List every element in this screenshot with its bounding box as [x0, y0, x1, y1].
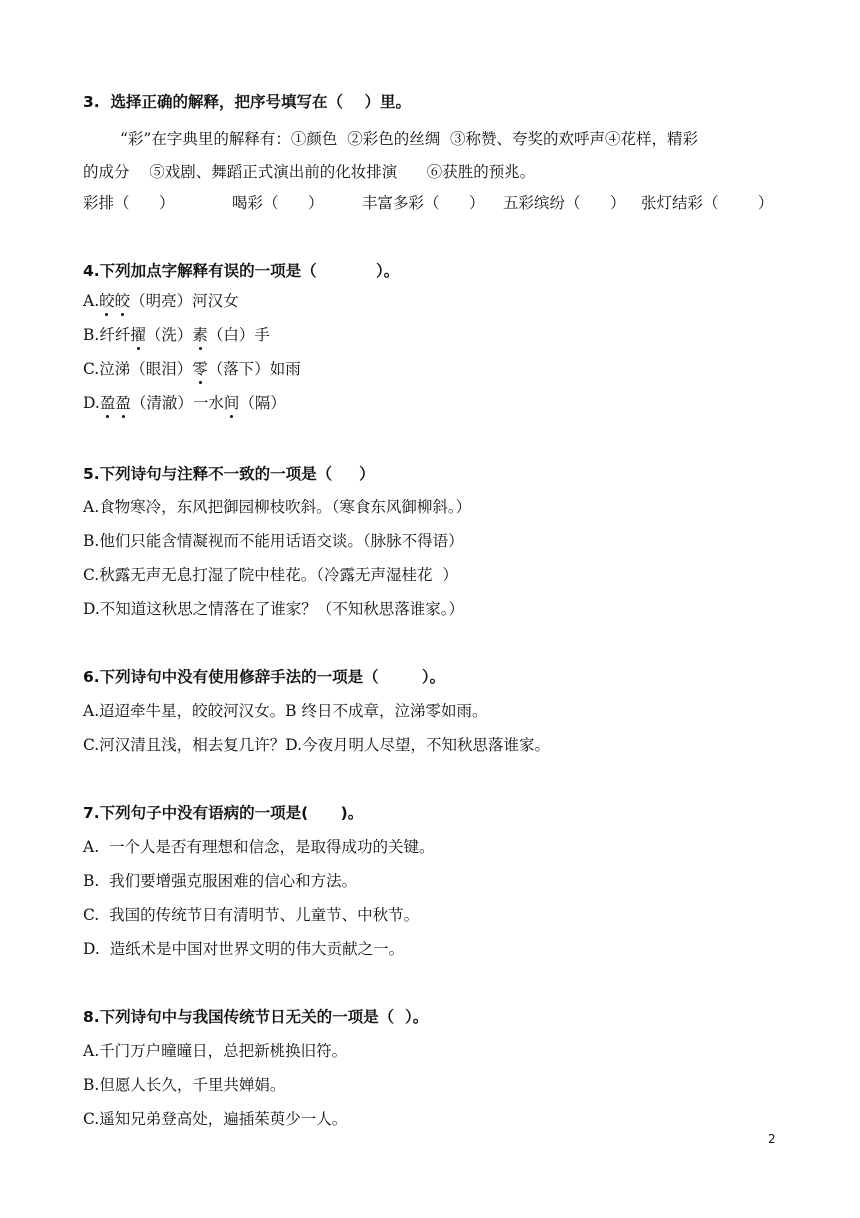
q6-options-cd: C.河汉清且浅，相去复几许？D.今夜月明人尽望，不知秋思落谁家。	[83, 736, 551, 754]
q3-body-line2: 的成分 ⑤戏剧、舞蹈正式演出前的化妆排演 ⑥获胜的预兆。	[83, 163, 536, 181]
q4-c-dotted: 零	[192, 360, 208, 378]
q4-b-prefix: B.纤纤	[83, 326, 131, 344]
q5-option-d: D.不知道这秋思之情落在了谁家？（不知秋思落谁家。）	[83, 600, 465, 618]
q4-title: 4.下列加点字解释有误的一项是（ ）。	[83, 262, 400, 280]
q7-option-b: B. 我们要增强克服困难的信心和方法。	[83, 872, 358, 890]
q4-option-b	[83, 325, 270, 345]
q3-blank-1: 彩排（ ）	[83, 194, 175, 212]
q4-option-c	[83, 359, 301, 379]
q5-title: 5.下列诗句与注释不一致的一项是（ ）	[83, 465, 375, 483]
q4-d-mid: （清澈）一水	[130, 394, 224, 412]
q8-title: 8.下列诗句中与我国传统节日无关的一项是（ ）。	[83, 1008, 429, 1026]
q3-blank-5: 张灯结彩（ ）	[641, 194, 774, 212]
q3-blank-4: 五彩缤纷（ ）	[503, 194, 626, 212]
q7-option-a: A. 一个人是否有理想和信念，是取得成功的关键。	[83, 838, 435, 856]
q4-b-suffix: （白）手	[207, 326, 270, 344]
q4-b-dotted-2: 素	[192, 326, 208, 344]
q7-option-c: C. 我国的传统节日有清明节、儿童节、中秋节。	[83, 906, 420, 924]
q5-option-b: B.他们只能含情凝视而不能用话语交谈。（脉脉不得语）	[83, 532, 464, 550]
q4-option-a	[83, 291, 239, 311]
q8-option-a: A.千门万户曈曈日，总把新桃换旧符。	[83, 1042, 348, 1060]
q3-title: 3. 选择正确的解释，把序号填写在（ ）里。	[83, 93, 412, 111]
q3-blank-3: 丰富多彩（ ）	[362, 194, 485, 212]
q7-option-d: D. 造纸术是中国对世界文明的伟大贡献之一。	[83, 940, 405, 958]
q4-a-suffix: （明亮）河汉女	[130, 292, 239, 310]
q4-b-dotted-1: 擢	[130, 326, 146, 344]
q4-d-dotted-1: 盈盈	[99, 394, 131, 412]
q4-option-d	[83, 393, 286, 413]
q4-a-dotted-text: 皎皎	[99, 292, 131, 310]
q4-a-dotted	[99, 292, 130, 310]
q4-d-suffix: （隔）	[239, 394, 286, 412]
page-number: 2	[768, 1132, 776, 1146]
q5-option-c: C.秋露无声无息打湿了院中桂花。（冷露无声湿桂花 ）	[83, 566, 458, 584]
q3-blank-2: 喝彩（ ）	[232, 194, 324, 212]
q7-title: 7.下列句子中没有语病的一项是( )。	[83, 804, 364, 822]
q6-title: 6.下列诗句中没有使用修辞手法的一项是（ ）。	[83, 668, 446, 686]
q4-b-mid: （洗）	[145, 326, 193, 344]
q4-a-prefix: A.	[83, 292, 100, 310]
q3-body-line1: “彩”在字典里的解释有：①颜色 ②彩色的丝绸 ③称赞、夸奖的欢呼声④花样，精彩	[120, 130, 699, 148]
q4-d-dotted-2: 间	[223, 394, 240, 412]
q8-option-c: C.遥知兄弟登高处，遍插茱萸少一人。	[83, 1110, 348, 1128]
q6-options-ab: A.迢迢牵牛星，皎皎河汉女。B 终日不成章，泣涕零如雨。	[83, 702, 488, 720]
q8-option-b: B.但愿人长久，千里共婵娟。	[83, 1076, 286, 1094]
q4-d-prefix: D.	[83, 394, 100, 412]
q4-c-prefix: C.泣涕（眼泪）	[83, 360, 193, 378]
q4-c-suffix: （落下）如雨	[207, 360, 301, 378]
q5-option-a: A.食物寒冷，东风把御园柳枝吹斜。（寒食东风御柳斜。）	[83, 498, 472, 516]
